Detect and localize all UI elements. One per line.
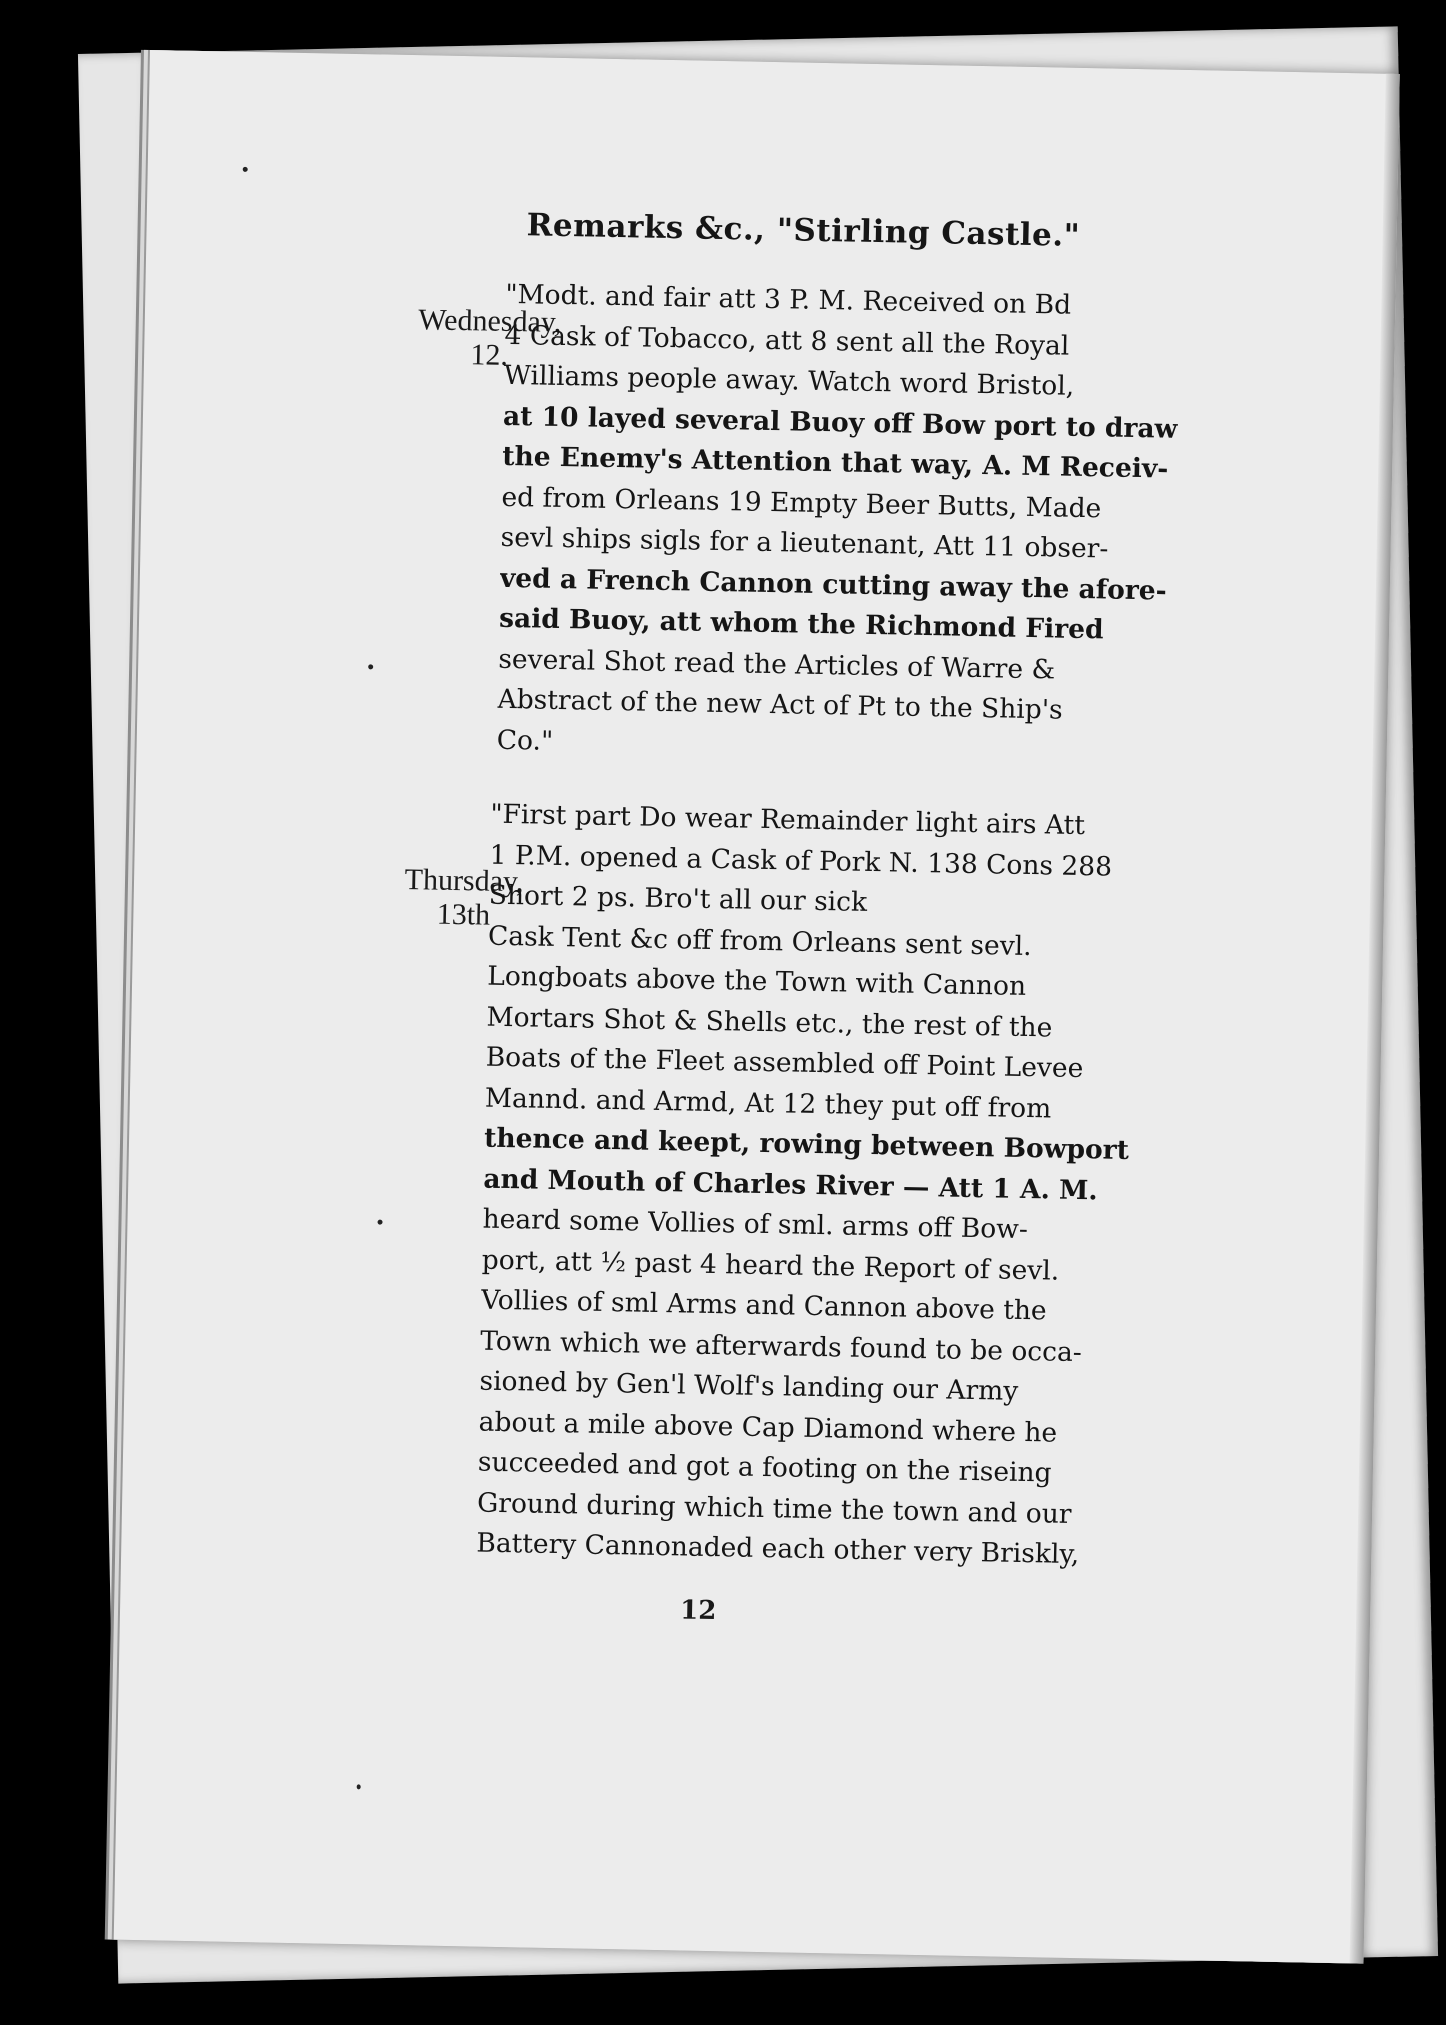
entry-line: "First part Do wear Remainder light airs Att [490,798,1086,842]
entry-line: and Mouth of Charles River — Att 1 A. M. [483,1163,1098,1206]
entry-line: succeeded and got a footing on the riseing [477,1446,1052,1489]
speck [357,1784,361,1789]
running-head: Remarks &c., "Stirling Castle." [526,207,1081,254]
log-entry-wednesday [496,275,1205,774]
speck [368,664,373,669]
entry-line: Mannd. and Armd, At 12 they put off from [484,1082,1052,1124]
page-number: 12 [679,1595,717,1627]
entry-line: heard some Vollies of sml. arms off Bow- [482,1203,1029,1246]
entry-line: said Buoy, att whom the Richmond Fired [498,602,1104,646]
speck [243,167,248,172]
entry-line: thence and keept, rowing between Bowport [483,1122,1130,1166]
entry-line: ved a French Cannon cutting away the afore- [499,562,1167,607]
entry-line: sioned by Gen'l Wolf's landing our Army [479,1365,1019,1407]
entry-line: ed from Orleans 19 Empty Beer Butts, Made [501,481,1102,524]
entry-line: port, att ½ past 4 heard the Report of sevl. [481,1244,1060,1287]
book-page [114,50,1400,1964]
entry-line: Ground during which time the town and our [476,1487,1072,1530]
entry-line: the Enemy's Attention that way, A. M Receiv- [501,440,1169,485]
entry-line: Mortars Shot & Shells etc., the rest of the [486,1001,1053,1043]
entry-line: Town which we afterwards found to be occa- [479,1325,1083,1368]
entry-line: Short 2 ps. Bro't all our sick [488,879,868,918]
entry-line: Co." [496,724,554,757]
entry-line: Cask Tent &c off from Orleans sent sevl. [487,920,1032,962]
entry-line: at 10 layed several Buoy off Bow port to draw [502,400,1178,445]
date-day: Thursday, [404,863,524,899]
entry-line: 1 P.M. opened a Cask of Pork N. 138 Cons 288 [489,839,1113,883]
entry-line: Longboats above the Town with Cannon [486,960,1027,1002]
entry-line: Boats of the Fleet assembled off Point Levee [485,1041,1084,1085]
speck [377,1220,382,1225]
entry-line: Williams people away. Watch word Bristol, [503,359,1075,402]
entry-line: sevl ships sigls for a lieutenant, Att 11 obser- [500,521,1109,565]
entry-line: Vollies of sml Arms and Cannon above the [480,1284,1047,1327]
entry-line: Abstract of the new Act of Pt to the Ship's [497,683,1063,726]
date-number: 12. [470,338,509,372]
log-entry-thursday [476,795,1191,1578]
entry-line: Battery Cannonaded each other very Briskly, [476,1527,1080,1571]
entry-line: about a mile above Cap Diamond where he [478,1406,1058,1449]
entry-line: 4 Cask of Tobacco, att 8 sent all the Royal [504,319,1070,362]
date-number: 13th [436,897,491,932]
date-day: Wednesday, [418,303,562,339]
entry-line: several Shot read the Articles of Warre & [498,643,1056,685]
entry-line: "Modt. and fair att 3 P. M. Received on Bd [505,278,1072,321]
